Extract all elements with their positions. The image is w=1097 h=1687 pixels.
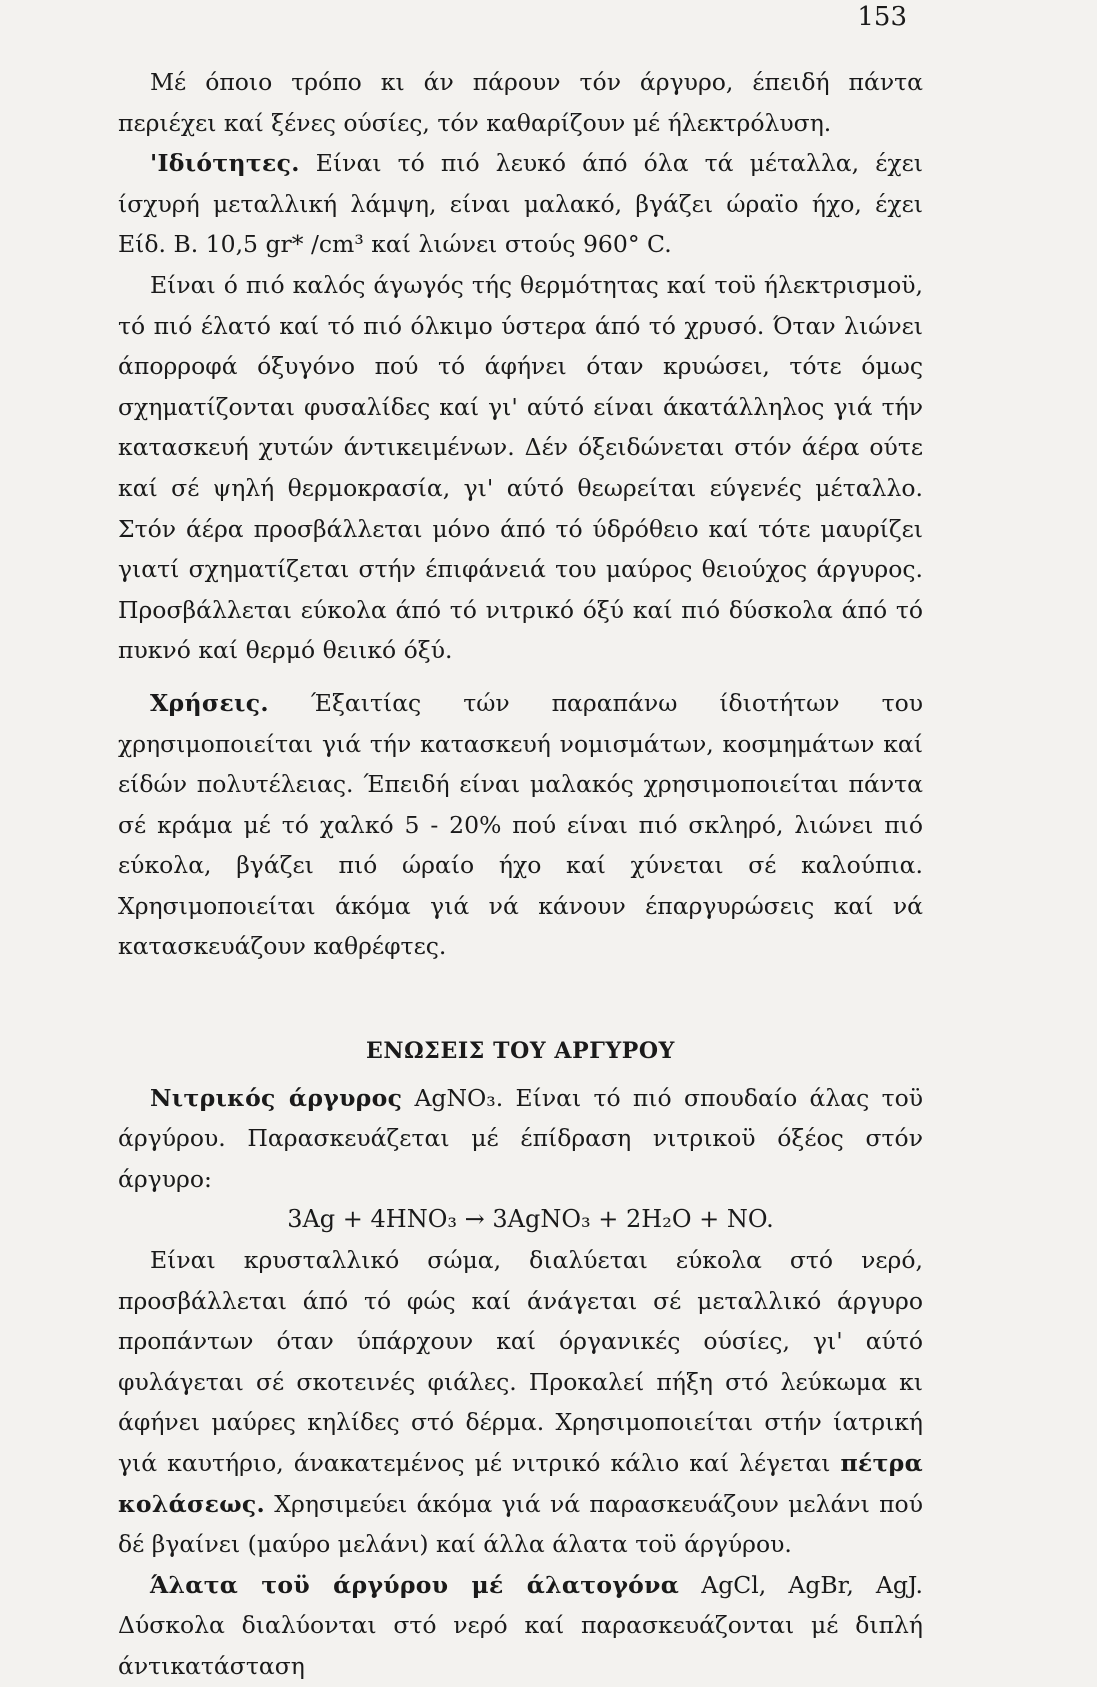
- paragraph-purification: [118, 62, 923, 143]
- section-lead-uses: Χρήσεις.: [150, 688, 269, 717]
- section-lead-silver-nitrate: Νιτρικός άργυρος: [150, 1083, 403, 1112]
- paragraph-text: Μέ όποιο τρόπο κι άν πάρουν τόν άργυρο, έπειδή πάντα περιέχει καί ξένες ούσίες, τόν καθαρίζουν μέ ήλεκτρόλυση.: [118, 68, 923, 137]
- paragraph-uses: [118, 683, 923, 967]
- paragraph-text: Είναι ό πιό καλός άγωγός τής θερμότητας καί τοϋ ήλεκτρισμοϋ, τό πιό έλατό καί τό πιό όλκιμο ύστερα άπό τό χρυσό. Όταν λιώνει άπορροφά όξυγόνο πού τό άφήνει όταν κρυώσει, τότε όμως σχηματίζονται φυσαλίδες καί γι' αύτό είναι άκατάλληλος γιά τήν κατασκευή χυτών άντικειμένων. Δέν όξειδώνεται στόν άέρα ούτε καί σέ ψηλή θερμοκρασία, γι' αύτό θεωρείται εύγενές μέταλλο. Στόν άέρα προσβάλλεται μόνο άπό τό ύδρόθειο καί τότε μαυρίζει γιατί σχηματίζεται στήν έπιφάνειά του μαύρος θειούχος άργυρος. Προσβάλλεται εύκολα άπό τό νιτρικό όξύ καί πιό δύσκολα άπό τό πυκνό καί θερμό θειικό όξύ.: [118, 270, 923, 665]
- paragraph-silver-nitrate: [118, 1078, 923, 1200]
- paragraph-text: AgCl, AgBr, AgJ. Δύσκολα διαλύονται στό νερό καί παρασκευάζονται μέ διπλή άντικατάσταση: [118, 1570, 923, 1680]
- page-number: 153: [857, 2, 907, 32]
- section-lead-properties: 'Ιδιότητες.: [150, 149, 300, 178]
- text-column: [118, 62, 923, 1687]
- section-heading: ΕΝΩΣΕΙΣ ΤΟΥ ΑΡΓΥΡΟΥ: [366, 1038, 675, 1065]
- paragraph-text: Έξαιτίας τών παραπάνω ίδιοτήτων του χρησιμοποιείται γιά τήν κατασκευή νομισμάτων, κοσμημάτων καί είδών πολυτέλειας. Έπειδή είναι μαλακός χρησιμοποιείται πάντα σέ κράμα μέ τό χαλκό 5 - 20% πού είναι πιό σκληρό, λιώνει πιό εύκολα, βγάζει πιό ώραίο ήχο καί χύνεται σέ καλούπια. Χρησιμοποιείται άκόμα γιά νά κάνουν έπαργυρώσεις καί νά κατασκευάζουν καθρέφτες.: [118, 688, 923, 961]
- chemical-equation: 3Ag + 4HNO₃ → 3AgNO₃ + 2H₂O + NO.: [287, 1205, 774, 1234]
- term-petra-kolaseos: πέτρα κολάσεως.: [118, 1449, 923, 1518]
- paragraph-text: AgNO₃. Είναι τό πιό σπουδαίο άλας τοϋ άργύρου. Παρασκευάζεται μέ έπίδραση νιτρικοϋ όξέος στόν άργυρο:: [118, 1083, 923, 1193]
- paragraph-text: Είναι τό πιό λευκό άπό όλα τά μέταλλα, έχει ίσχυρή μεταλλική λάμψη, είναι μαλακό, βγάζει ώραϊο ήχο, έχει Είδ. Β. 10,5 gr* /cm³ καί λιώνει στούς 960° C.: [118, 149, 923, 259]
- section-lead-halide-salts: Άλατα τοϋ άργύρου μέ άλατογόνα: [150, 1570, 680, 1599]
- paragraph-conductivity: [118, 265, 923, 671]
- paragraph-halide-salts: [118, 1565, 923, 1687]
- paragraph-nitrate-properties: [118, 1240, 923, 1565]
- paragraph-text: Χρησιμεύει άκόμα γιά νά παρασκευάζουν μελάνι πού δέ βγαίνει (μαύρο μελάνι) καί άλλα άλατα τοϋ άργύρου.: [118, 1489, 923, 1559]
- paragraph-properties: [118, 143, 923, 265]
- paragraph-text: Είναι κρυσταλλικό σώμα, διαλύεται εύκολα στό νερό, προσβάλλεται άπό τό φώς καί άνάγεται σέ μεταλλικό άργυρο προπάντων όταν ύπάρχουν καί όργανικές ούσίες, γι' αύτό φυλάγεται σέ σκοτεινές φιάλες. Προκαλεί πήξη στό λεύκωμα κι άφήνει μαύρες κηλίδες στό δέρμα. Χρησιμοποιείται στήν ίατρική γιά καυτήριο, άνακατεμένος μέ νιτρικό κάλιο καί λέγεται: [118, 1246, 923, 1477]
